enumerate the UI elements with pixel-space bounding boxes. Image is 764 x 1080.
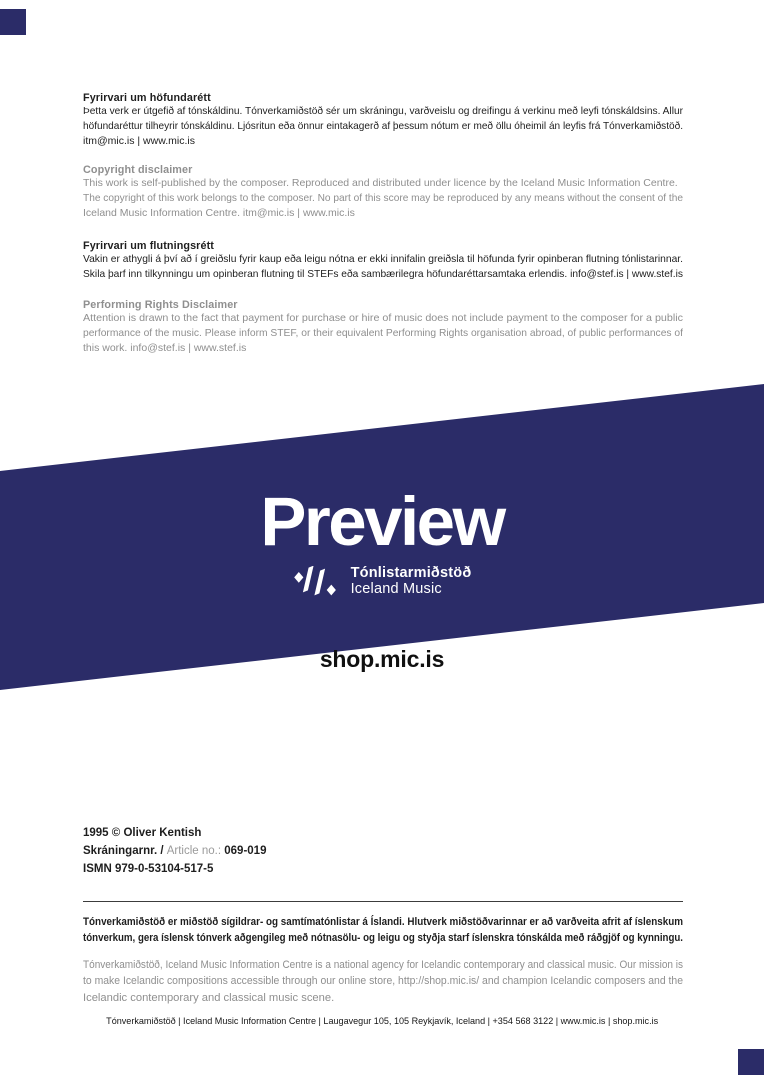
iceland-music-logo [0,566,764,597]
about-line: Tónverkamiðstöð, Iceland Music Information Centre is a national agency for Icelandic contemporary and classical music. Our mission is [83,959,683,971]
disclaimer-line: performance of the music. Please inform STEF, or their equivalent Performing Rights organisation abroad, of public performances of [83,326,683,339]
copyright-year-line: 1995 © Oliver Kentish [83,827,202,839]
corner-mark-bottom-right [738,1049,764,1075]
article-number: 069-019 [224,845,267,857]
disclaimer-line: Skila þarf inn tilkynningu um opinberan flutning til STEFs eða sambærilegra höfundaréttarsamtaka erlendis. info@stef.is | www.stef.is [83,267,683,280]
disclaimer-line: Vakin er athygli á því að í greiðslu fyrir kaup eða leigu nótna er ekki innifalin greiðsla til höfunda fyrir opinberan flutning tónlistarinnar. [83,253,683,265]
section-heading: Fyrirvari um flutningsrétt [83,240,214,252]
about-line: tónverkum, gera íslensk tónverk aðgengileg með nótnasölu- og leigu og styðja starf íslenskra tónskálda með ráðgjöf og kynningu. [83,932,683,945]
disclaimer-line: This work is self-published by the composer. Reproduced and distributed under licence by the Iceland Music Information Centre. [83,177,678,189]
about-line: Icelandic contemporary and classical music scene. [83,991,335,1004]
about-english [83,957,683,1006]
section-heading: Copyright disclaimer [83,164,193,176]
article-number-line [83,842,266,860]
logo-name-english: Iceland Music [350,580,442,597]
section-copyright-english [83,164,683,220]
ismn-line: ISMN 979-0-53104-517-5 [83,863,214,875]
section-heading: Performing Rights Disclaimer [83,299,238,311]
disclaimer-line: this work. info@stef.is | www.stef.is [83,341,247,354]
publication-details [83,824,266,878]
about-icelandic [83,914,683,947]
logo-name-icelandic: Tónlistarmiðstöð [350,565,472,581]
about-line: Tónverkamiðstöð er miðstöð sígildrar- og samtímatónlistar á Íslandi. Hlutverk miðstöðvarinnar er að varðveita afrit af íslenskum [83,916,683,928]
corner-mark-top-left [0,9,26,35]
section-heading: Fyrirvari um höfundarétt [83,92,211,104]
section-performing-english [83,299,683,355]
registration-label-is: Skráningarnr. / [83,845,167,857]
iceland-music-logo-text [351,566,472,597]
footer-contact-text: Tónverkamiðstöð | Iceland Music Information Centre | Laugavegur 105, 105 Reykjavík, Iceland | +354 568 3122 | www.mic.is | shop.mic.is [106,1016,658,1026]
disclaimer-line: Attention is drawn to the fact that payment for purchase or hire of music does not include payment to the composer for a public [83,312,683,324]
disclaimer-line: The copyright of this work belongs to the composer. No part of this score may be reproduced by any means without the consent of the [83,191,683,204]
preview-title: Preview [260,483,504,560]
section-performing-icelandic [83,240,683,282]
iceland-music-logo-icon [293,566,337,597]
disclaimer-line: höfundaréttur tilheyrir tónskáldinu. Ljósritun eða önnur eintakagerð af þessum nótum er með öllu óheimil án leyfis frá Tónverkamiðstöð. [83,119,683,132]
section-copyright-icelandic [83,92,683,148]
footer-contact-line [0,1015,764,1027]
about-line: to make Icelandic compositions accessible through our online store, http://shop.mic.is/ and champion Icelandic composers and the [83,975,683,988]
divider-rule [83,901,683,902]
disclaimer-line: itm@mic.is | www.mic.is [83,134,195,147]
disclaimer-line: Þetta verk er útgefið af tónskáldinu. Tónverkamiðstöð sér um skráningu, varðveislu og dreifingu á verkinu með leyfi tónskáldsins. Allur [83,105,683,117]
registration-label-en: Article no.: [166,845,225,857]
disclaimer-line: Iceland Music Information Centre. itm@mic.is | www.mic.is [83,206,355,219]
shop-url: shop.mic.is [319,646,445,672]
